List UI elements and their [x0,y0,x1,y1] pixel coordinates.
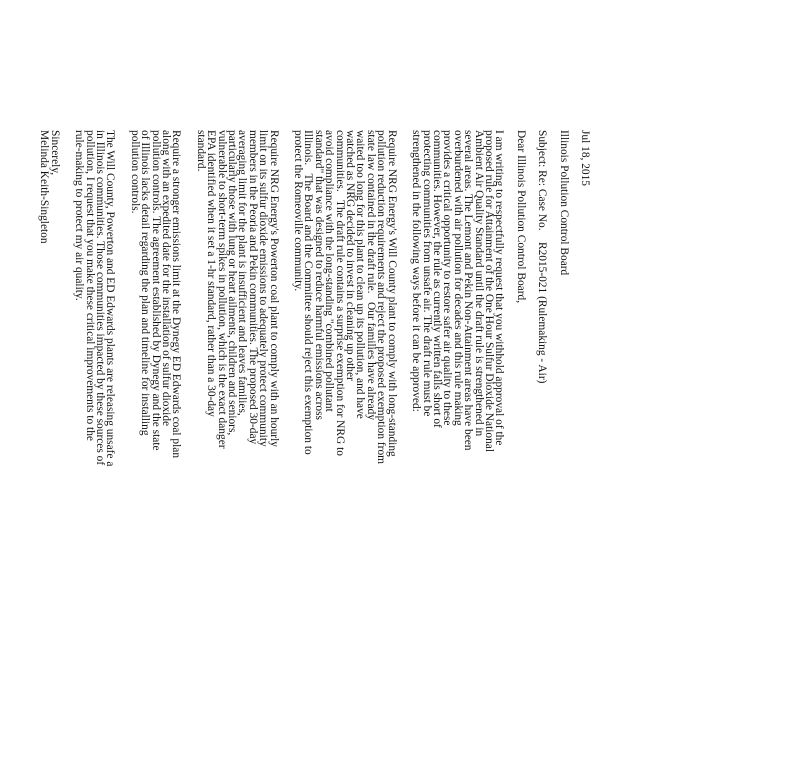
paragraph-line: EPA identified when it set a 1-hr standard, rather than a 30-day [205,130,218,417]
paragraph-line: protecting communities from unsafe air. The draft rule must be [420,130,433,417]
paragraph-line: of Illinois lacks detail regarding the plan and timeline for installing [139,130,152,436]
paragraph-line: communities. The draft rule contains a surprise exemption for NRG to [333,130,346,456]
paragraph-2 [293,130,397,770]
paragraph-line: along with an expedited date for the installation of sulfur dioxide [160,130,172,427]
paragraph-line: vulnerable to short-term spikes in pollution, which is the exact danger [215,130,228,449]
paragraph-3 [195,130,278,770]
paragraph-line: in Illinois communities. Those communities impacted by these sources of [93,130,106,466]
paragraph-line: avoid compliance with the long-standing "combined pollutant [323,130,336,412]
paragraph-line: limit on its sulfur dioxide emissions to adequately protect community [257,130,270,447]
letter [38,130,591,770]
paragraph-line: provides a critical opportunity to restore safer air quality to these [441,130,454,426]
paragraph-line: several areas. The Lemont and Pekin Non-Attainment areas have been [462,130,475,451]
paragraph-line: state law contained in the draft rule. Our families have already [364,130,377,421]
paragraph-line: strengthened in the following ways before it can be approved: [410,130,423,412]
letter-subject: Subject: Re: Case No. R2015-021 (Rulemaking - Air) [536,130,549,384]
paragraph-1 [411,130,505,770]
paragraph-line: I am writing to respectfully request that you withhold approval of the [493,130,506,446]
paragraph-5 [74,130,116,770]
paragraph-line: pollution controls. The agreement established by Dynegy and the state [149,130,162,451]
paragraph-line: Require NRG Energy's Will County plant to comply with long-standing [385,130,398,457]
paragraph-line: Illinois. The Board and the Committee should reject this exemption to [302,130,315,455]
paragraph-line: rule-making to protect my air quality. [73,130,86,301]
paragraph-line: members in the Peoria and Pekin communities. The proposed 30-day [246,130,259,445]
paragraph-line: particularly those with lung or heart ailments, children and seniors, [226,130,239,436]
paragraph-line: standard" that was designed to reduce harmful emissions across [312,130,325,420]
paragraph-line: overburdened with air pollution for decades and this rule making [451,130,464,426]
paragraph-4 [129,130,181,770]
paragraph-line: pollution controls. [128,130,141,214]
paragraph-line: communities. However, the rule as currently written falls short of [430,130,443,428]
letter-salutation: Dear Illinois Pollution Control Board, [514,130,527,304]
paragraph-line: Ambient Air Quality Standard until the draft rule is strengthened in [472,130,485,437]
letter-closing: Sincerely, [48,130,61,176]
paragraph-line: The Will County, Powerton and ED Edwards plants are releasing unsafe a [104,130,117,467]
paragraph-line: pollution, I request that you make these critical improvements to the [83,130,96,441]
paragraph-line: Require a stronger emissions limit at the Dynegy ED Edwards coal plan [170,130,183,459]
paragraph-line: proposed rule for Attainment of the One Hour Sulfur Dioxide National [482,130,495,453]
letter-date: Jul 18, 2015 [579,130,591,187]
paragraph-line: watched as NRG decided to invest in cleaning up other [344,130,357,381]
paragraph-line: waited too long for this plant to clean up its pollution, and have [354,130,367,419]
paragraph-line: pollution reduction requirements and reject the proposed exemption from [375,130,388,465]
paragraph-line: Require NRG Energy's Powerton coal plant to comply with an hourly [267,130,280,447]
paragraph-line: standard. [194,130,207,172]
paragraph-line: averaging limit for the plant is insufficient and leaves families, [236,130,249,416]
letter-signature: Melinda Keith-Singleton [38,130,51,244]
paragraph-line: protect the Romeoville community. [292,130,305,292]
letter-recipient: Illinois Pollution Control Board [557,130,570,276]
